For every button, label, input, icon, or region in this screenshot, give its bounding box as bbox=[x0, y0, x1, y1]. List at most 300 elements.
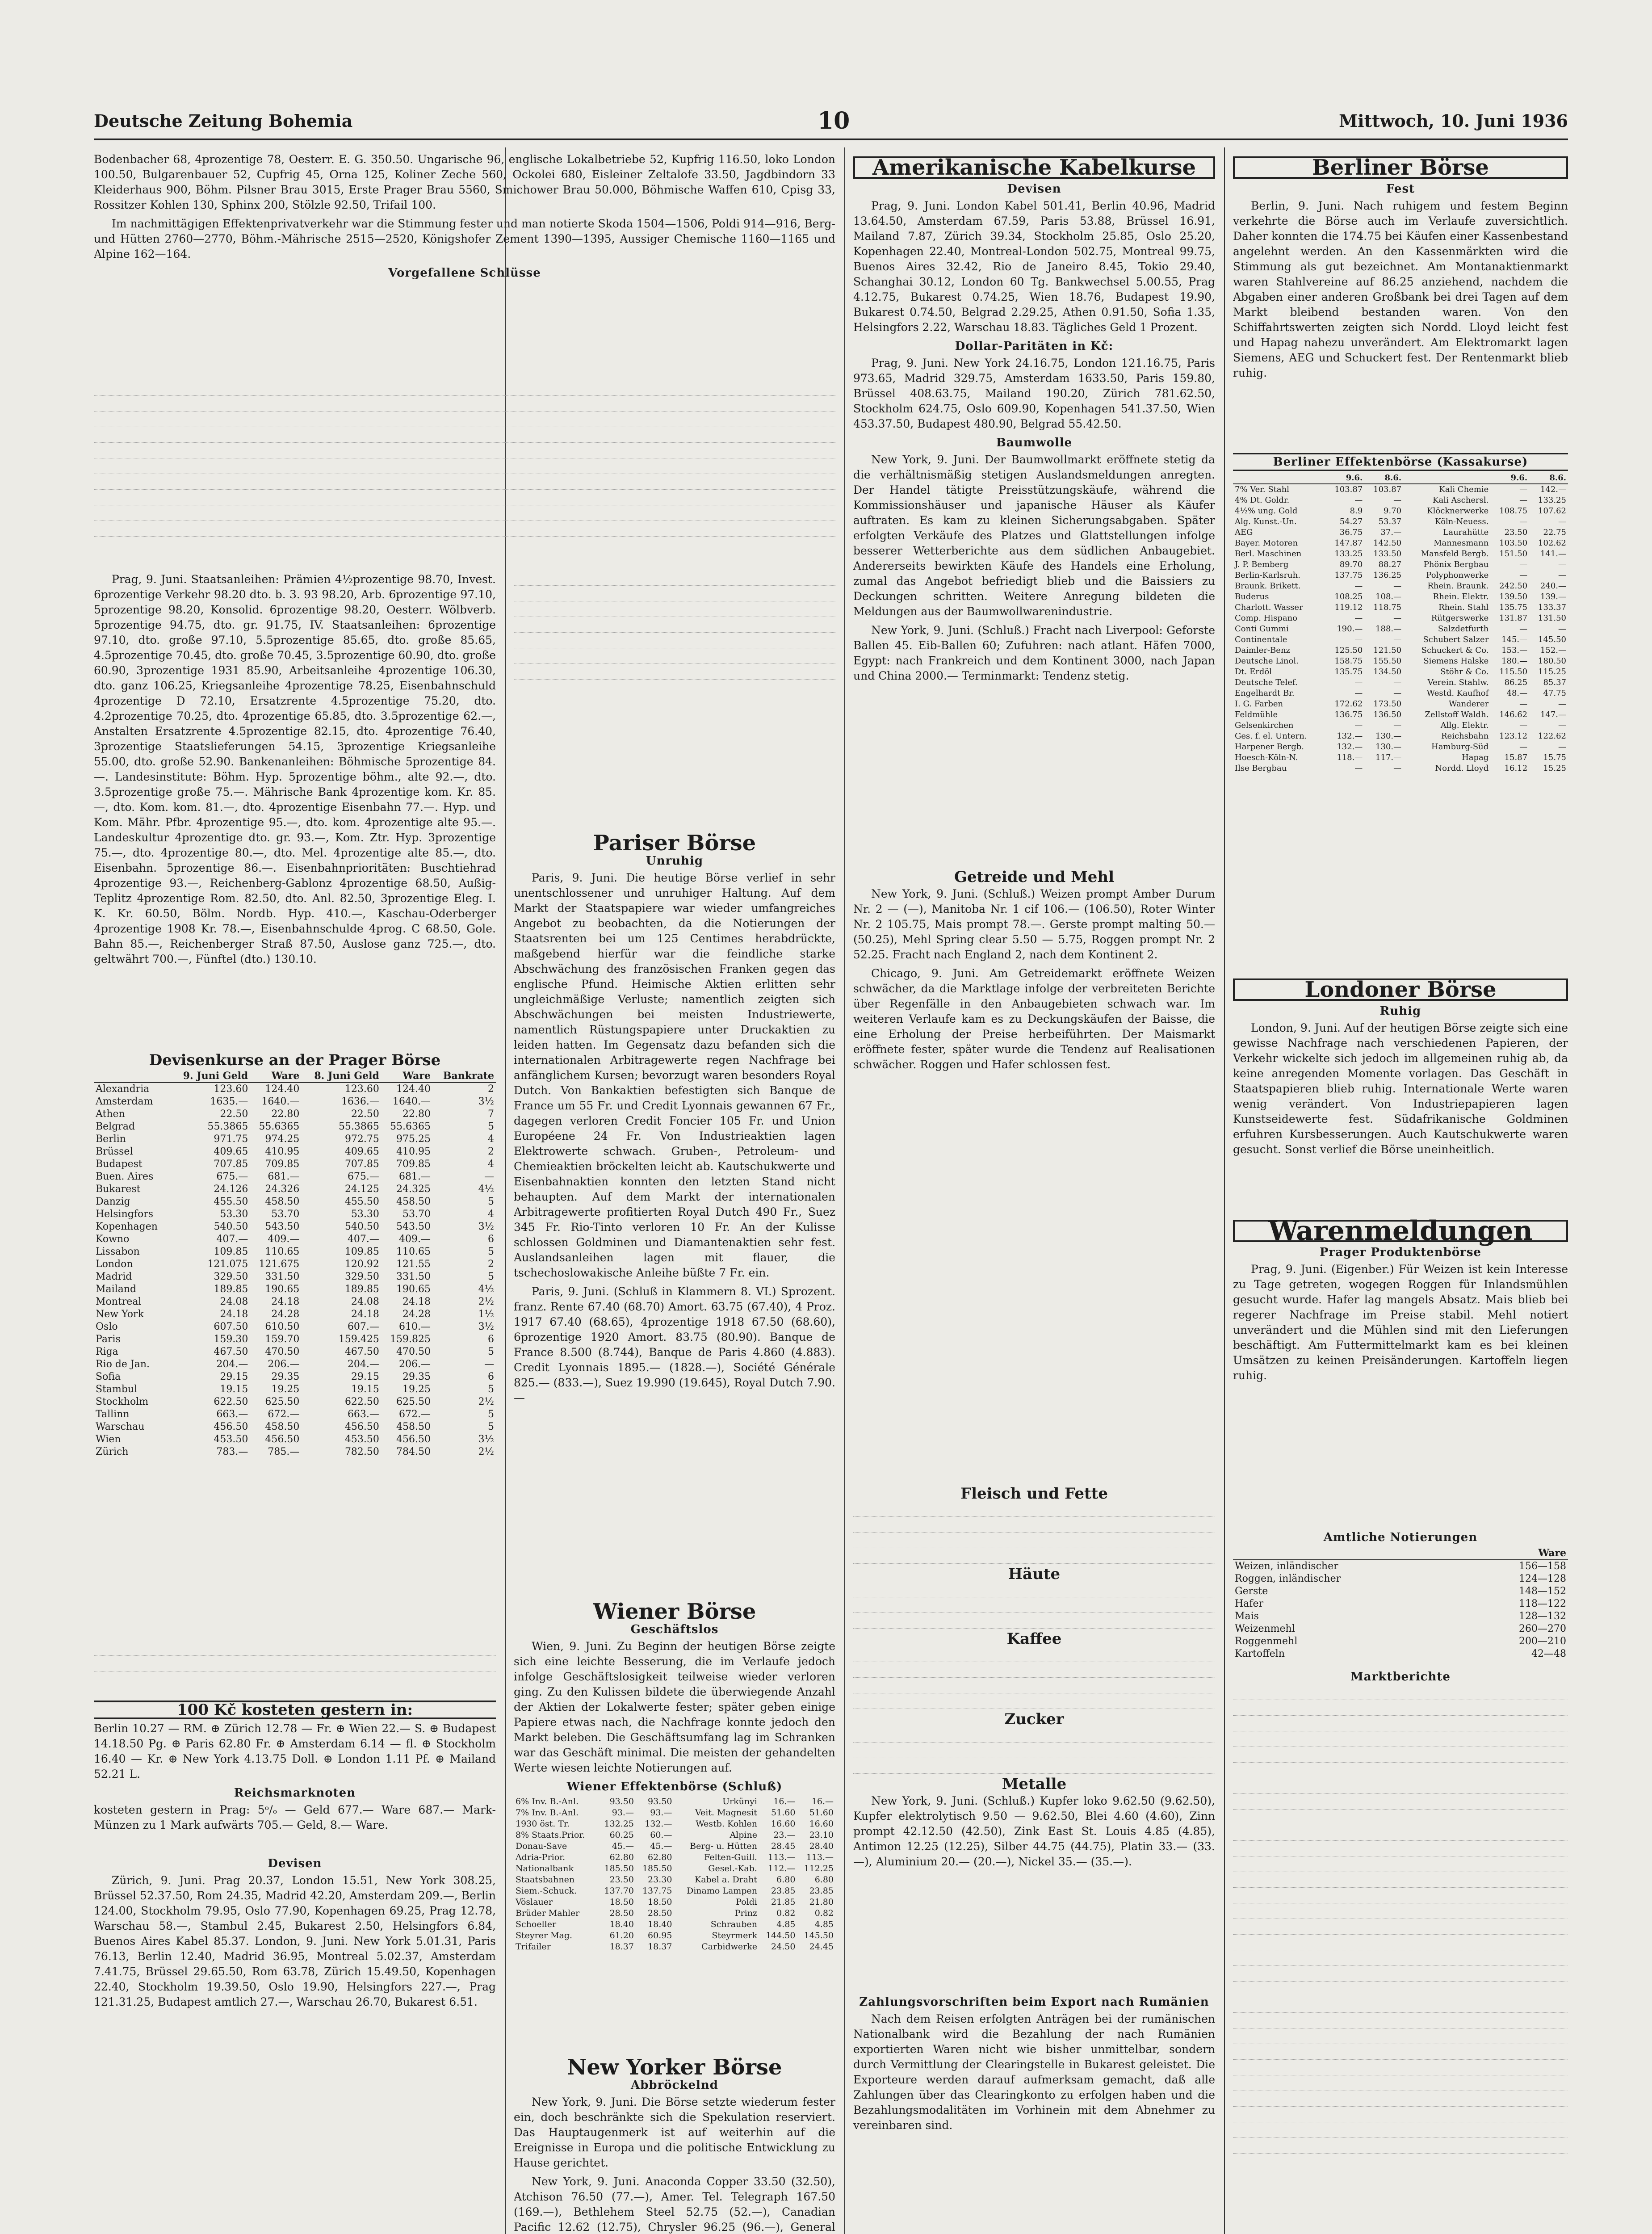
berlin-effekten-cell: 152.— bbox=[1540, 646, 1566, 655]
hundert-kc-block bbox=[94, 1698, 496, 1832]
berlin-effekten-row bbox=[1233, 495, 1568, 506]
devisen-cell: 409.65 bbox=[344, 1146, 379, 1157]
berlin-effekten-cell: Westd. Kaufhof bbox=[1426, 689, 1489, 698]
devisen-cell: 470.50 bbox=[396, 1346, 431, 1357]
devisen-cell: Riga bbox=[96, 1346, 118, 1357]
devisen-cell: 24.18 bbox=[271, 1296, 300, 1307]
berlin-effekten-cell: Gelsenkirchen bbox=[1235, 721, 1294, 730]
newspaper-name: Deutsche Zeitung Bohemia bbox=[94, 111, 353, 131]
devisen-cell: Rio de Jan. bbox=[96, 1359, 150, 1370]
berlin-effekten-cell: 121.50 bbox=[1373, 646, 1402, 655]
devisen-cell: 467.50 bbox=[344, 1346, 379, 1357]
devisen-cell: 4 bbox=[488, 1209, 494, 1220]
devisen-cell: 407.— bbox=[347, 1234, 379, 1245]
devisen-cell: 19.25 bbox=[403, 1384, 431, 1395]
devisen-cell: 453.50 bbox=[344, 1434, 379, 1445]
notierungen-cell: Hafer bbox=[1235, 1598, 1263, 1609]
notierungen-table bbox=[1233, 1547, 1568, 1660]
paris-intro-block bbox=[514, 572, 835, 822]
berlin-effekten-cell: 153.— bbox=[1501, 646, 1528, 655]
berlin-effekten-table bbox=[1233, 473, 1568, 774]
devisen-header: Ware bbox=[381, 1070, 432, 1083]
devisen-cell: 782.50 bbox=[344, 1446, 379, 1457]
notierungen-cell: 42—48 bbox=[1531, 1648, 1566, 1659]
berlin-effekten-cell: Braunk. Brikett. bbox=[1235, 581, 1301, 591]
berlin-effekten-cell: 115.25 bbox=[1538, 667, 1566, 676]
berlin-effekten-cell: Ilse Bergbau bbox=[1235, 764, 1287, 773]
berlin-title: Berliner Börse bbox=[1233, 156, 1568, 179]
devisen-row bbox=[94, 1383, 496, 1396]
berlin-effekten-cell: — bbox=[1519, 721, 1528, 730]
berlin-effekten-row bbox=[1233, 592, 1568, 602]
devisen-cell: Sofia bbox=[96, 1371, 121, 1382]
newyork-schluss: New York, 9. Juni. Anaconda Copper 33.50 (32.50), Atchison 76.50 (77.—), Amer. Tel. Telegraph 167.50 (169.—), Bethlehem Steel 52.75 (52.—), Canadian Pacific 12.62 (12.75), Chrysler 96.25 (96.—), General bbox=[514, 2175, 835, 2234]
devisen-cell: 331.50 bbox=[265, 1271, 300, 1282]
devisen-cell: 3½ bbox=[478, 1221, 494, 1232]
devisen-cell: 109.85 bbox=[344, 1246, 379, 1257]
berlin-effekten-cell: Harpener Bergb. bbox=[1235, 742, 1304, 752]
devisen-header: 9. Juni Geld bbox=[170, 1070, 250, 1083]
wien-effekten-row bbox=[514, 1919, 835, 1930]
devisen-cell: Danzig bbox=[96, 1196, 130, 1207]
berlin-block bbox=[1233, 152, 1568, 447]
notierungen-cell: Gerste bbox=[1235, 1586, 1268, 1597]
notierungen-cell: Roggenmehl bbox=[1235, 1636, 1298, 1647]
devisen-cell: 22.50 bbox=[351, 1109, 379, 1120]
devisen-cell: 29.35 bbox=[403, 1371, 431, 1382]
berlin-effekten-cell: Zellstoff Waldh. bbox=[1425, 710, 1489, 719]
devisen-cell: 1640.— bbox=[393, 1096, 431, 1107]
berlin-effekten-cell: Ges. f. el. Untern. bbox=[1235, 731, 1307, 741]
berlin-effekten-cell: 36.75 bbox=[1339, 528, 1363, 537]
wien-effekten-row bbox=[514, 1930, 835, 1941]
newyork-block bbox=[514, 2055, 835, 2234]
devisen-cell: 455.50 bbox=[214, 1196, 248, 1207]
devisen-row bbox=[94, 1321, 496, 1333]
devisen-cell: 709.85 bbox=[396, 1159, 431, 1170]
berlin-effekten-cell: Mannesmann bbox=[1434, 538, 1489, 548]
devisen-row bbox=[94, 1308, 496, 1321]
berlin-effekten-block bbox=[1233, 451, 1568, 970]
berlin-effekten-cell: 7% Ver. Stahl bbox=[1235, 485, 1289, 494]
devisen-cell: 975.25 bbox=[396, 1134, 431, 1145]
berlin-effekten-cell: 47.75 bbox=[1543, 689, 1566, 698]
devisen-row bbox=[94, 1108, 496, 1121]
devisen-cell: Athen bbox=[96, 1109, 125, 1120]
devisen-cell: 5 bbox=[488, 1421, 494, 1432]
devisen-row bbox=[94, 1121, 496, 1133]
devisen-cell: 22.80 bbox=[271, 1109, 300, 1120]
devisen-cell: 3½ bbox=[478, 1096, 494, 1107]
devisen-cell: 121.075 bbox=[207, 1259, 248, 1270]
notierungen-row bbox=[1233, 1573, 1568, 1585]
berlin-effekten-cell: Nordd. Lloyd bbox=[1435, 764, 1489, 773]
berlin-effekten-cell: — bbox=[1558, 721, 1566, 730]
devisen-cell: 189.85 bbox=[344, 1284, 379, 1295]
berlin-effekten-cell: Siemens Halske bbox=[1423, 656, 1489, 666]
devisen-cell: 123.60 bbox=[344, 1083, 379, 1095]
berlin-effekten-cell: — bbox=[1519, 699, 1528, 709]
devisen-cell: 19.15 bbox=[351, 1384, 379, 1395]
devisen-cell: 22.80 bbox=[403, 1109, 431, 1120]
devisen2-block bbox=[94, 1854, 496, 2234]
berlin-effekten-cell: Hoesch-Köln-N. bbox=[1235, 753, 1298, 762]
berlin-effekten-cell: 53.37 bbox=[1378, 517, 1402, 526]
wien-effekten-cell: 1930 öst. Tr. bbox=[516, 1819, 570, 1829]
devisen-cell: 1635.— bbox=[210, 1096, 248, 1107]
devisen-cell: 707.85 bbox=[344, 1159, 379, 1170]
berlin-effekten-cell: — bbox=[1519, 517, 1528, 526]
devisen-cell: 607.50 bbox=[214, 1321, 248, 1332]
schluesse-table bbox=[94, 366, 835, 563]
berlin-effekten-cell: — bbox=[1519, 624, 1528, 634]
wien-effekten-cell: 18.40 bbox=[609, 1919, 634, 1929]
wien-effekten-cell: Schoeller bbox=[516, 1919, 557, 1929]
berlin-effekten-cell: Deutsche Telef. bbox=[1235, 678, 1298, 687]
devisen-cell: 672.— bbox=[399, 1409, 431, 1420]
berlin-effekten-cell: — bbox=[1519, 560, 1528, 569]
notierungen-cell: 124—128 bbox=[1519, 1573, 1566, 1584]
wien-effekten-cell: Staatsbahnen bbox=[516, 1875, 575, 1885]
dollar-title: Dollar-Paritäten in Kč: bbox=[955, 340, 1114, 353]
devisen-cell: 53.70 bbox=[403, 1209, 431, 1220]
berlin-effekten-cell: — bbox=[1354, 581, 1363, 591]
devisen-cell: 458.50 bbox=[396, 1421, 431, 1432]
berlin-effekten-cell: — bbox=[1354, 721, 1363, 730]
berlin-effekten-cell: 122.62 bbox=[1538, 731, 1566, 741]
berlin-effekten-cell: — bbox=[1354, 613, 1363, 623]
berlin-effekten-cell: 172.62 bbox=[1334, 699, 1363, 709]
metalle-text: New York, 9. Juni. (Schluß.) Kupfer loko 9.62.50 (9.62.50), Kupfer elektrolytisch 9.50 — 9.62.50, Blei 4.60 (4.60), Zinn prompt 42.12.50 (42.50), Zink East St. Louis 4.85 (4.85), Antimon 12.25 (12.25), Silber 44.75 (44.75), Platin 33.— (33.—), Aluminium 20.— (20.—), Nickel 35.— (35.—). bbox=[853, 1794, 1215, 1868]
notierungen-title: Amtliche Notierungen bbox=[1323, 1531, 1478, 1544]
devisen-cell: 121.55 bbox=[396, 1259, 431, 1270]
devisen-cell: Belgrad bbox=[96, 1121, 135, 1132]
devisen-cell: 24.325 bbox=[396, 1184, 431, 1195]
devisen-cell: 467.50 bbox=[214, 1346, 248, 1357]
berlin-effekten-cell: 23.50 bbox=[1504, 528, 1528, 537]
devisen-row bbox=[94, 1446, 496, 1458]
berlin-effekten-cell: 240.— bbox=[1540, 581, 1566, 591]
berlin-effekten-cell: 123.12 bbox=[1499, 731, 1528, 741]
wien-effekten-table bbox=[514, 1796, 835, 1953]
devisen-cell: 410.95 bbox=[265, 1146, 300, 1157]
berlin-effekten-cell: Continentale bbox=[1235, 635, 1287, 644]
wien-effekten-row bbox=[514, 1841, 835, 1852]
berlin-effekten-cell: Berlin-Karlsruh. bbox=[1235, 571, 1300, 580]
devisen-cell: 204.— bbox=[216, 1359, 248, 1370]
devisen-cell: 407.— bbox=[216, 1234, 248, 1245]
devisen-cell: 24.08 bbox=[220, 1296, 248, 1307]
berlin-effekten-row bbox=[1233, 484, 1568, 495]
wien-text: Wien, 9. Juni. Zu Beginn der heutigen Börse zeigte sich eine leichte Besserung, die im Verlaufe jedoch infolge Geschäftslosigkeit teilweise wieder verloren ging. Zu den Kulissen bildete die überwiegende Anzahl der Aktien der Lokalwerte fester; später geben einige Papiere etwas nach, die Nachfrage konnte jedoch den Markt beleben. Die Geschäftsumfang lag im Schranken war das Geschäft minimal. Die meisten der gehandelten Werte wiesen leichte Notierungen auf. bbox=[514, 1640, 835, 1774]
devisen-cell: Kopenhagen bbox=[96, 1221, 158, 1232]
wien-effekten-cell: Vöslauer bbox=[516, 1897, 553, 1907]
devisen-cell: 29.35 bbox=[271, 1371, 300, 1382]
berlin-effekten-cell: Klöcknerwerke bbox=[1427, 506, 1489, 516]
devisen-cell: 2½ bbox=[478, 1446, 494, 1457]
wien-effekten-cell: 61.20 bbox=[609, 1931, 634, 1940]
chicago-text: Chicago, 9. Juni. Am Getreidemarkt eröffnete Weizen schwächer, da die Marktlage infolge der verbreiteten Berichte über Regenfälle in den Anbaugebieten schwach war. Im weiteren Verlaufe kam es zu Deckungskäufen der Baisse, die eine Erholung der Preise herbeiführten. Der Maismarkt eröffnete fester, später wurde die Tendenz auf Realisationen schwächer. Roggen und Hafer schlossen fest. bbox=[853, 967, 1215, 1071]
wien-effekten-cell: 24.50 bbox=[771, 1942, 796, 1952]
berlin-effekten-cell: — bbox=[1519, 571, 1528, 580]
wien-effekten-cell: 16.— bbox=[811, 1797, 834, 1806]
berlin-effekten-cell: 119.12 bbox=[1334, 603, 1363, 612]
berlin-effekten-cell: 102.62 bbox=[1538, 538, 1566, 548]
devisen-cell: 784.50 bbox=[396, 1446, 431, 1457]
devisen-row bbox=[94, 1433, 496, 1446]
devisen-cell: 456.50 bbox=[396, 1434, 431, 1445]
berlin-effekten-cell: — bbox=[1519, 742, 1528, 752]
berlin-effekten-cell: 9.70 bbox=[1384, 506, 1402, 516]
berlin-effekten-cell: 133.25 bbox=[1538, 496, 1566, 505]
wien-effekten-cell: 18.40 bbox=[648, 1919, 672, 1929]
devisen-cell: 409.— bbox=[268, 1234, 300, 1245]
devisen-cell: 5 bbox=[488, 1246, 494, 1257]
devisen-cell: 458.50 bbox=[265, 1196, 300, 1207]
berlin-effekten-row bbox=[1233, 570, 1568, 581]
devisen-cell: — bbox=[484, 1359, 494, 1370]
wien-effekten-cell: 6.80 bbox=[814, 1875, 834, 1885]
devisen-cell: 456.50 bbox=[214, 1421, 248, 1432]
notierungen-cell: 118—122 bbox=[1519, 1598, 1566, 1609]
devisen-cell: 5 bbox=[488, 1196, 494, 1207]
berlin-effekten-cell: — bbox=[1354, 689, 1363, 698]
berlin-effekten-cell: 139.— bbox=[1540, 592, 1566, 601]
berlin-effekten-cell: J. P. Bemberg bbox=[1235, 560, 1289, 569]
wien-effekten-cell: Carbidwerke bbox=[701, 1942, 757, 1952]
wien-effekten-cell: Alpine bbox=[730, 1830, 757, 1840]
devisen-cell: Tallinn bbox=[96, 1409, 130, 1420]
devisen-row bbox=[94, 1083, 496, 1096]
devisen-cell: 785.— bbox=[268, 1446, 300, 1457]
devisen-row bbox=[94, 1358, 496, 1371]
staatsanleihen-block bbox=[94, 572, 496, 1046]
devisen-cell: 971.75 bbox=[214, 1134, 248, 1145]
berlin-effekten-cell: 136.50 bbox=[1373, 710, 1402, 719]
berlin-effekten-cell: Schuckert & Co. bbox=[1421, 646, 1489, 655]
wien-effekten-cell: 23.50 bbox=[609, 1875, 634, 1885]
berlin-effekten-cell: Schubert Salzer bbox=[1423, 635, 1489, 644]
devisen-cell: 2 bbox=[488, 1146, 494, 1157]
wien-effekten-cell: Brüder Mahler bbox=[516, 1908, 580, 1918]
devisen-cell: Bukarest bbox=[96, 1184, 141, 1195]
berlin-effekten-cell: Stöhr & Co. bbox=[1440, 667, 1489, 676]
notierungen-cell: 128—132 bbox=[1519, 1611, 1566, 1622]
devisen-cell: 55.3865 bbox=[338, 1121, 379, 1132]
berlin-effekten-cell: 142.50 bbox=[1373, 538, 1402, 548]
berlin-effekten-cell: — bbox=[1393, 581, 1402, 591]
berlin-effekten-cell: Salzdetfurth bbox=[1438, 624, 1489, 634]
wien-effekten-cell: Urkünyi bbox=[722, 1797, 757, 1806]
wien-effekten-cell: 23.10 bbox=[809, 1830, 834, 1840]
devisen-cell: Berlin bbox=[96, 1134, 126, 1145]
devisen-cell: 24.08 bbox=[351, 1296, 379, 1307]
waren-block bbox=[1233, 1215, 1568, 1519]
devisen-cell: 5 bbox=[488, 1121, 494, 1132]
devisen-cell: 681.— bbox=[268, 1171, 300, 1182]
wien-effekten-cell: 93.— bbox=[650, 1808, 672, 1818]
wien-effekten-cell: 24.45 bbox=[809, 1942, 834, 1952]
berlin-effekten-cell: Phönix Bergbau bbox=[1423, 560, 1489, 569]
wien-effekten-cell: 113.— bbox=[806, 1852, 834, 1862]
berlin-effekten-cell: 132.— bbox=[1337, 742, 1363, 752]
devisen-cell: 607.— bbox=[347, 1321, 379, 1332]
berlin-effekten-cell: Rhein. Stahl bbox=[1438, 603, 1489, 612]
wien-effekten-cell: 23.— bbox=[773, 1830, 796, 1840]
notierungen-cell: Mais bbox=[1235, 1611, 1259, 1622]
berlin-effekten-cell: — bbox=[1558, 517, 1566, 526]
berlin-effekten-cell: 117.— bbox=[1375, 753, 1402, 762]
berlin-effekten-cell: 86.25 bbox=[1504, 678, 1528, 687]
devisen-cell: 24.126 bbox=[214, 1184, 248, 1195]
column-rule bbox=[844, 147, 845, 2234]
effekten-title: Berliner Effektenbörse (Kassakurse) bbox=[1233, 453, 1568, 471]
wien-effekten-row bbox=[514, 1807, 835, 1818]
devisen-cell: Budapest bbox=[96, 1159, 143, 1170]
wien-effekten-cell: 28.50 bbox=[609, 1908, 634, 1918]
wien-sub: Geschäftslos bbox=[630, 1623, 719, 1636]
berlin-effekten-cell: 131.50 bbox=[1538, 613, 1566, 623]
wien-effekten-cell: 8% Staats.Prior. bbox=[516, 1830, 585, 1840]
commodities-block bbox=[853, 1483, 1215, 1984]
devisen-cell: Zürich bbox=[96, 1446, 129, 1457]
devisen-row bbox=[94, 1346, 496, 1358]
devisen-row bbox=[94, 1396, 496, 1408]
berlin-effekten-row bbox=[1233, 667, 1568, 677]
schluesse-rows bbox=[94, 366, 835, 563]
produkten-title: Prager Produktenbörse bbox=[1319, 1246, 1482, 1259]
berlin-effekten-cell: — bbox=[1393, 678, 1402, 687]
devisen-header: 8. Juni Geld bbox=[301, 1070, 381, 1083]
devisen-cell: 204.— bbox=[347, 1359, 379, 1370]
zahlung-block bbox=[853, 1993, 1215, 2234]
berlin-effekten-cell: — bbox=[1558, 560, 1566, 569]
berlin-effekten-row bbox=[1233, 506, 1568, 517]
berlin-effekten-cell: — bbox=[1558, 624, 1566, 634]
berlin-effekten-cell: 15.87 bbox=[1504, 753, 1528, 762]
berlin-effekten-cell: Alg. Kunst.-Un. bbox=[1235, 517, 1297, 526]
devisen-row bbox=[94, 1421, 496, 1433]
berlin-effekten-cell: Comp. Hispano bbox=[1235, 613, 1298, 623]
wien-effekten-cell: 112.25 bbox=[804, 1864, 834, 1873]
berlin-effekten-cell: 125.50 bbox=[1334, 646, 1363, 655]
devisen-cell: 2 bbox=[488, 1083, 494, 1095]
devisen-cell: 24.28 bbox=[403, 1309, 431, 1320]
wien-effekten-cell: Dinamo Lampen bbox=[686, 1886, 757, 1896]
berlin-effekten-cell: Kali Chemie bbox=[1439, 485, 1489, 494]
berlin-effekten-cell: Hamburg-Süd bbox=[1431, 742, 1489, 752]
wien-effekten-cell: Prinz bbox=[734, 1908, 757, 1918]
wien-effekten-cell: Adria-Prior. bbox=[516, 1852, 566, 1862]
berlin-effekten-cell: — bbox=[1558, 699, 1566, 709]
devisen-cell: — bbox=[484, 1171, 494, 1182]
berlin-effekten-cell: — bbox=[1354, 764, 1363, 773]
wien-effekten-cell: Gesel.-Kab. bbox=[708, 1864, 757, 1873]
devisen-cell: New York bbox=[96, 1309, 144, 1320]
berlin-effekten-cell: Wanderer bbox=[1449, 699, 1489, 709]
wien-effekten-cell: 16.60 bbox=[809, 1819, 834, 1829]
devisen-cell: 543.50 bbox=[396, 1221, 431, 1232]
waren-title: Warenmeldungen bbox=[1233, 1220, 1568, 1242]
devisen2-text: Zürich, 9. Juni. Prag 20.37, London 15.51, New York 308.25, Brüssel 52.37.50, Rom 24.35, Madrid 42.20, Amsterdam 209.—, Berlin 124.00, Stockholm 79.95, Oslo 77.90, Kopenhagen 69.25, Prag 12.78, Warschau 58.—, Stambul 2.45, Bukarest 2.50, Helsingfors 6.84, Buenos Aires Kabel 85.37. London, 9. Juni. New York 5.01.31, Paris 76.13, Berlin 12.40, Madrid 36.95, Montreal 5.02.37, Amsterdam 7.41.75, Brüssel 29.65.50, Rom 63.78, Zürich 15.49.50, Kopenhagen 22.40, Stockholm 19.39.50, Oslo 19.90, Helsingfors 227.—, Prag 121.31.25, Budapest amtlich 27.—, Warschau 26.70, Bukarest 6.51. bbox=[94, 1874, 496, 2008]
berlin-effekten-cell: 180.— bbox=[1501, 656, 1528, 666]
newyork-title: New Yorker Börse bbox=[567, 2055, 782, 2080]
wien-effekten-cell: 16.— bbox=[773, 1797, 796, 1806]
wien-effekten-cell: 21.85 bbox=[771, 1897, 796, 1907]
wien-effekten-row bbox=[514, 1863, 835, 1874]
devisen-cell: 7 bbox=[488, 1109, 494, 1120]
berlin-effekten-cell: — bbox=[1558, 742, 1566, 752]
devisen-row bbox=[94, 1133, 496, 1146]
devisen-cell: 206.— bbox=[399, 1359, 431, 1370]
devisen-cell: 331.50 bbox=[396, 1271, 431, 1282]
wien-effekten-cell: 18.50 bbox=[648, 1897, 672, 1907]
devisen-cell: 3½ bbox=[478, 1321, 494, 1332]
bergbau-intro: Bodenbacher 68, 4prozentige 78, Oesterr. E. G. 350.50. Ungarische 96, englische Lokalbetriebe 52, Kupfrig 116.50, loko London 100.50, Bulgarenbauer 52, Cupfrig 45, Orna 125, Koliner Zeche 560, Ockolei 680, Eisleiner Zeltalofe 33.50, Jagdbindorn 33 Kleiderhaus 900, Böhm. Pilsner Brau 3015, Erste Prager Brau 5560, Smichower Brau 50.000, Böhmische Waffen 610, Cpisg 33, Rossitzer Kohlen 130, Sphinx 200, Stölzle 92.50, Trifail 100. bbox=[94, 153, 835, 211]
zucker-title: Zucker bbox=[1004, 1710, 1064, 1728]
devisen-cell: 53.70 bbox=[271, 1209, 300, 1220]
notierungen-cell: Roggen, inländischer bbox=[1235, 1573, 1341, 1584]
masthead bbox=[94, 107, 1568, 140]
baumwolle-title: Baumwolle bbox=[996, 436, 1073, 449]
berlin-effekten-cell: 134.50 bbox=[1373, 667, 1402, 676]
devisen-cell: 663.— bbox=[216, 1409, 248, 1420]
notierungen-cell: 200—210 bbox=[1519, 1636, 1566, 1647]
devisen-cell: 453.50 bbox=[214, 1434, 248, 1445]
wien-effekten-cell: Berg- u. Hütten bbox=[690, 1841, 757, 1851]
berlin-effekten-cell: — bbox=[1393, 721, 1402, 730]
devisen-cell: 456.50 bbox=[344, 1421, 379, 1432]
devisen-cell: Mailand bbox=[96, 1284, 137, 1295]
devisen-cell: 110.65 bbox=[396, 1246, 431, 1257]
berlin-effekten-cell: 132.— bbox=[1337, 731, 1363, 741]
berlin-effekten-cell: 118.75 bbox=[1373, 603, 1402, 612]
berlin-effekten-cell: 15.75 bbox=[1543, 753, 1566, 762]
berlin-effekten-row bbox=[1233, 710, 1568, 720]
devisen-cell: 24.18 bbox=[351, 1309, 379, 1320]
wien-effekten-row bbox=[514, 1852, 835, 1863]
berlin-effekten-row bbox=[1233, 624, 1568, 634]
devisen-cell: 109.85 bbox=[214, 1246, 248, 1257]
devisen-cell: Amsterdam bbox=[96, 1096, 153, 1107]
wien-effekten-cell: Schrauben bbox=[710, 1919, 757, 1929]
berlin-effekten-cell: Allg. Elektr. bbox=[1440, 721, 1489, 730]
devisen-cell: 470.50 bbox=[265, 1346, 300, 1357]
berlin-effekten-cell: — bbox=[1393, 689, 1402, 698]
devisen-row bbox=[94, 1196, 496, 1208]
wien-block bbox=[514, 1600, 835, 2046]
berlin-effekten-cell: 85.37 bbox=[1543, 678, 1566, 687]
amerik-title: Amerikanische Kabelkurse bbox=[853, 156, 1215, 179]
column-rule bbox=[1224, 147, 1225, 2234]
berlin-effekten-cell: 15.25 bbox=[1543, 764, 1566, 773]
banknoten-block bbox=[94, 1626, 496, 1684]
devisen-row bbox=[94, 1183, 496, 1196]
devisen-row bbox=[94, 1258, 496, 1271]
wien-effekten-cell: 145.50 bbox=[804, 1931, 834, 1940]
marktberichte-title: Marktberichte bbox=[1350, 1670, 1451, 1684]
wien-effekten-cell: Kabel a. Draht bbox=[695, 1875, 757, 1885]
berlin-effekten-cell: 8.9 bbox=[1350, 506, 1363, 516]
wien-effekten-cell: Poldi bbox=[736, 1897, 757, 1907]
berlin-effekten-cell: 88.27 bbox=[1378, 560, 1402, 569]
wien-effekten-cell: 4.85 bbox=[814, 1919, 834, 1929]
notierungen-block bbox=[1233, 1528, 1568, 2234]
wien-effekten-cell: 23.30 bbox=[648, 1875, 672, 1885]
devisen-cell: 2 bbox=[488, 1259, 494, 1270]
devisen-row bbox=[94, 1158, 496, 1171]
berlin-effekten-cell: 103.87 bbox=[1373, 485, 1402, 494]
